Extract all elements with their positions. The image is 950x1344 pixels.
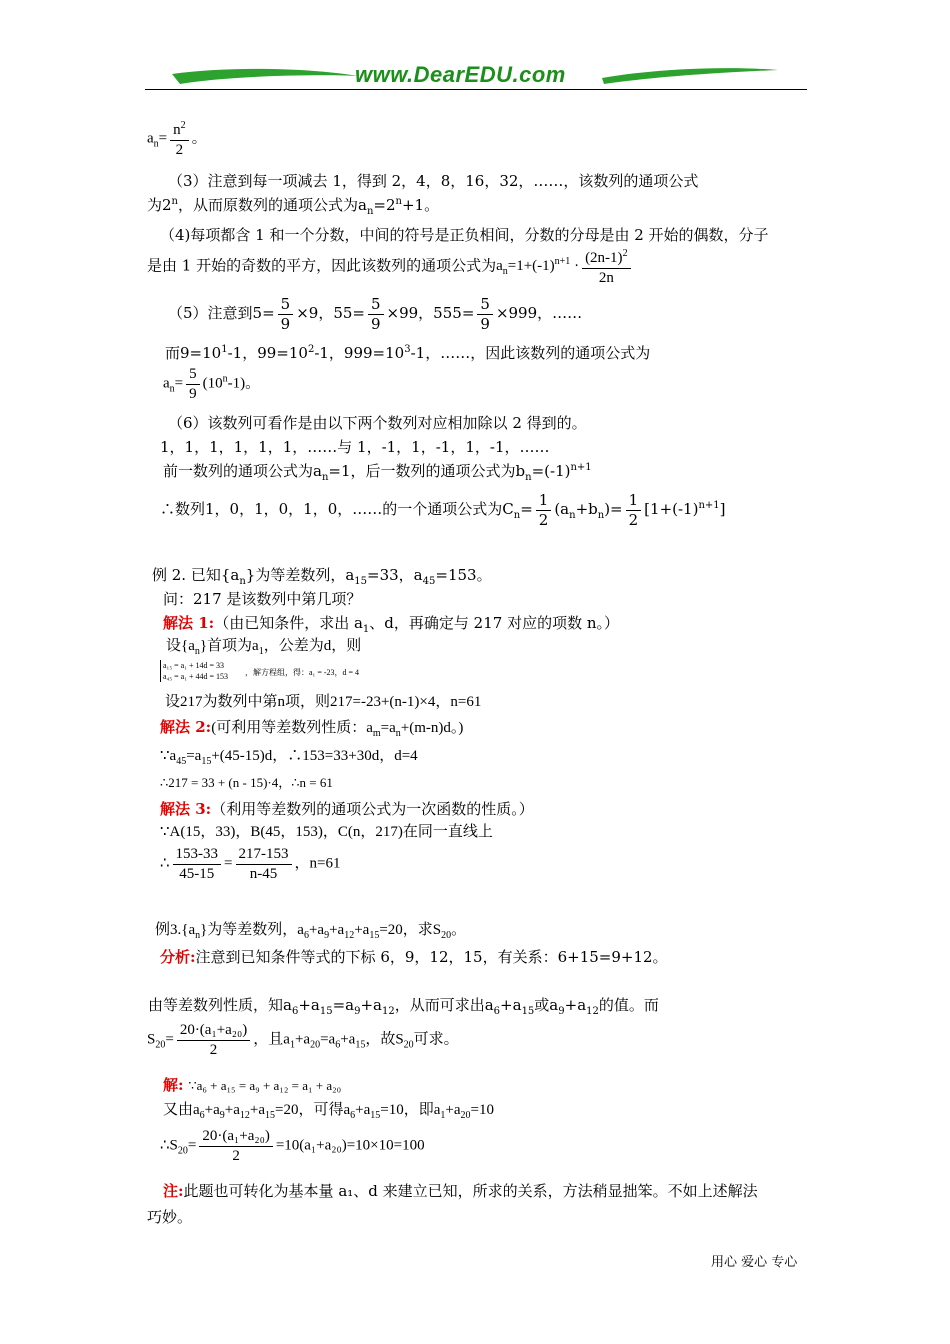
para-6-line4: ∴数列1，0，1，0，1，0，……的一个通项公式为$C_n=$ $\frac{1}{2}$ $(a_n+b_n)=$ $\frac{1}{2}$ $[1+(-1)^{n+1}]$ — [160, 491, 726, 529]
note-line1: 注:此题也可转化为基本量 a₁、d 来建立已知，所求的关系，方法稍显拙笨。不如上述解法 — [163, 1182, 758, 1200]
para-5-line2: 而$9=10^1-1$，$99=10^2-1$，$999=10^3-1$，……，因此该数列的通项公式为 — [165, 344, 651, 362]
solution-1-result: 设217为数列中第n项，则217=-23+(n-1)×4，n=61 — [165, 694, 482, 710]
solution-2-heading: 解法 2:(可利用等差数列性质：$a_m=a_n+(m-n)d$。) — [160, 718, 464, 739]
para-6-line3: 前一数列的通项公式为$a_n=1$，后一数列的通项公式为$b_n=(-1)^{n+1}$ — [163, 462, 592, 483]
s20-line: $S_{20}=$ $\frac{\text{20·(a₁+a₂₀)}}{2}$ ，且$a_1+a_{20}=a_6+a_{15}$，故$S_{20}$可求。 — [147, 1022, 459, 1058]
para-5-line3: $a_n=$ $\frac{5}{9}$ (10$^n$-1)。 — [163, 366, 261, 402]
solution-2-step: $\because a_{45}=a_{15}+(45-15)d$，∴153=33+30d，d=4 — [160, 748, 418, 767]
para-5-line1: （5）注意到5= $\frac{5}{9}$ ×9，55= $\frac{5}{9}$ ×99，555= $\frac{5}{9}$ ×999，…… — [168, 295, 583, 333]
footer-motto: 用心 爱心 专心 — [711, 1255, 798, 1270]
formula-an-n2: $a_n=$ $\frac{n^2}{2}$ 。 — [147, 120, 207, 158]
final-result: $\therefore S_{20}=$ $\frac{\text{20·(a₁+a₂₀)}}{2}$ =10(a₁+a₂₀)=10×10=100 — [160, 1128, 425, 1164]
header-rule — [145, 89, 807, 90]
example-3-title: 例$3.\{a_n\}$为等差数列，$a_6+a_9+a_{12}+a_{15}=20$，求$S_{20}$。 — [155, 922, 467, 941]
given-line: 又由$a_6+a_9+a_{12}+a_{15}=20$，可得$a_6+a_{15}=10$，即$a_1+a_{20}=10$ — [163, 1102, 495, 1121]
system-result: ，解方程组，得：a₁ = -23，d = 4 — [245, 668, 360, 677]
solution-3-ratio: ∴ $\frac{153-33}{45-15}$ = $\frac{217-153}{n-45}$ ，n=61 — [160, 846, 341, 882]
para-4-line1: （4)每项都含 1 和一个分数，中间的符号是正负相间，分数的分母是由 2 开始的偶数，分子 — [160, 226, 769, 244]
header-logo: www.DearEDU.com — [355, 62, 566, 87]
note-line2: 巧妙。 — [147, 1208, 193, 1226]
para-3-line2: 为2$^n$，从而原数列的通项公式为$a_n=2^n+1$。 — [147, 196, 440, 217]
equation-system: a₁₅ = a₁ + 14d = 33 a₄₅ = a₁ + 44d = 153 — [160, 660, 228, 682]
solution-1-setup: 设$\{a_n\}$首项为$a_1$，公差为d，则 — [166, 638, 362, 657]
para-4-line2: 是由 1 开始的奇数的平方，因此该数列的通项公式为$a_n=1+(-1)^{n+1}$ · $\frac{(2n-1)^2}{2n}$ — [147, 248, 634, 286]
analysis-line: 分析:注意到已知条件等式的下标 6，9，12，15，有关系：6+15=9+12。 — [160, 948, 668, 966]
solution-2-result: ∴217 = 33 + (n - 15)·4，∴n = 61 — [160, 775, 333, 790]
example-2-title: 例 2. 已知$\{a_n\}$为等差数列，$a_{15}=33$，$a_{45}=153$。 — [152, 566, 492, 587]
property-line: 由等差数列性质，知$a_6+a_{15}=a_9+a_{12}$，从而可求出$a_6+a_{15}$或$a_9+a_{12}$的值。而 — [148, 996, 659, 1017]
solution-3-points: ∵A(15，33)，B(45，153)，C(n，217)在同一直线上 — [160, 824, 493, 840]
solution-1-heading: 解法 1:（由已知条件，求出 $a_1$、d，再确定与 217 对应的项数 n。） — [163, 614, 619, 635]
para-6-line2: 1，1，1，1，1，1，……与 1，-1，1，-1，1，-1，…… — [160, 438, 550, 456]
solution-line: 解: ∵a₆ + a₁₅ = a₉ + a₁₂ = a₁ + a₂₀ — [163, 1076, 342, 1094]
para-3-line1: （3）注意到每一项减去 1，得到 2，4，8，16，32，……，该数列的通项公式 — [168, 172, 699, 190]
para-6-line1: （6）该数列可看作是由以下两个数列对应相加除以 2 得到的。 — [168, 414, 587, 432]
solution-3-heading: 解法 3:（利用等差数列的通项公式为一次函数的性质。） — [160, 800, 534, 818]
header-swoosh-right — [600, 64, 780, 88]
example-2-question: 问：217 是该数列中第几项？ — [163, 590, 362, 608]
header-swoosh-left — [170, 64, 360, 88]
